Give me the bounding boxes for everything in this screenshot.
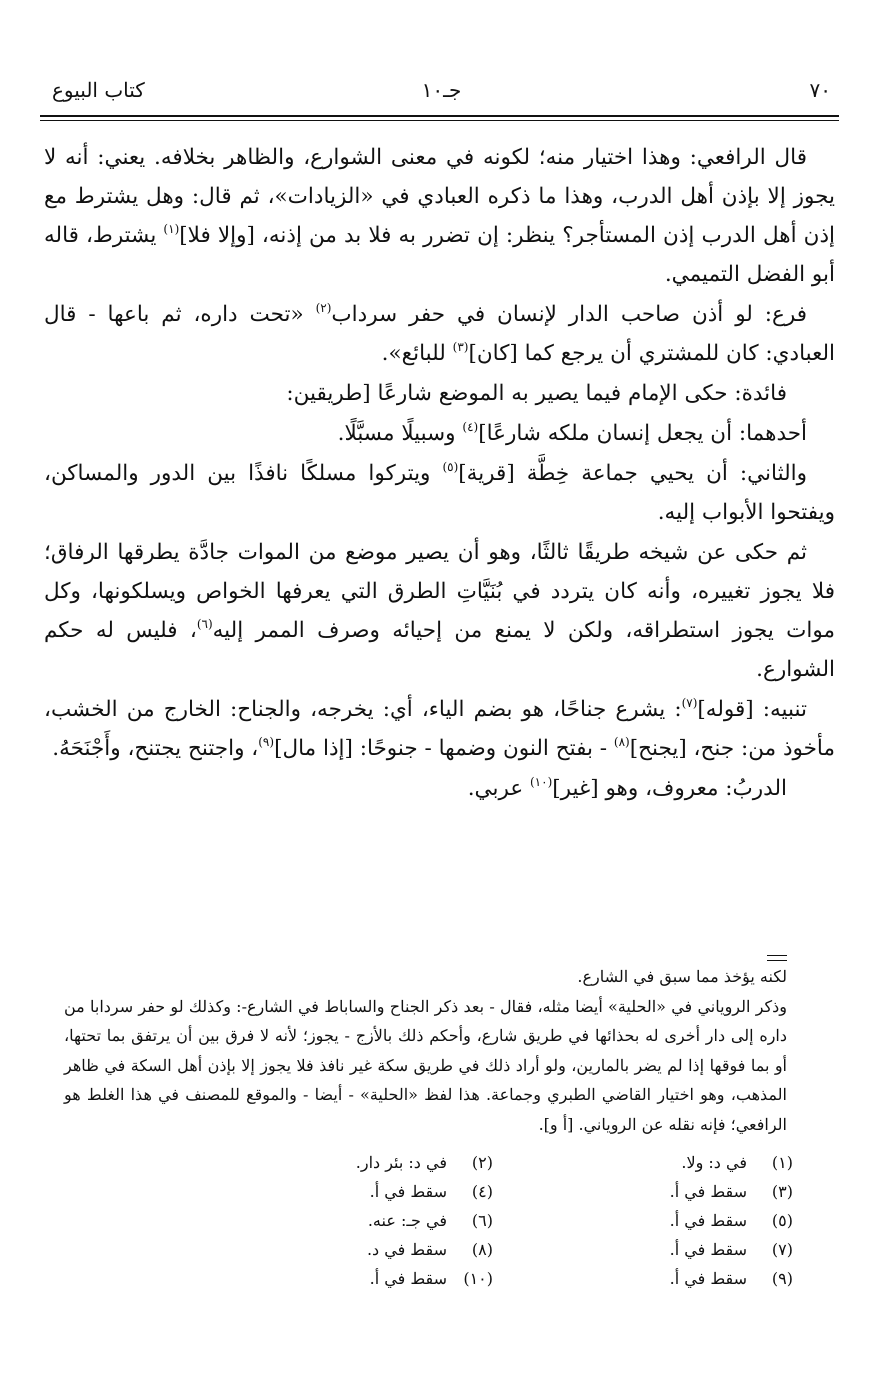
footnote-number: (٣) [771, 1182, 793, 1201]
footnote-item [233, 1177, 493, 1206]
paragraph-text: عربي. [467, 776, 530, 801]
footnote-number: (١٠) [463, 1269, 493, 1288]
paragraph-text: أحدهما: أن يجعل إنسان ملكه شارعًا] [478, 421, 807, 446]
paragraph-text: الدربُ: معروف، وهو [غير] [552, 776, 787, 801]
footnote-text: سقط في أ. [669, 1240, 747, 1259]
footnote-number: (٨) [471, 1240, 493, 1259]
footnote-marker: (٢) [315, 301, 332, 315]
footnote-item [533, 1264, 793, 1293]
footnote-item [233, 1148, 493, 1177]
footnote-number: (٦) [471, 1211, 493, 1230]
footnote-row [233, 1235, 793, 1264]
paragraph-text: تنبيه: [قوله] [697, 697, 807, 722]
paragraph-text: ، فليس له حكم الشوارع. [44, 618, 835, 682]
footnote-text: سقط في أ. [669, 1269, 747, 1288]
paragraph-text: والثاني: أن يحيي جماعة خِطَّة [قرية] [458, 461, 807, 486]
footnote-number: (٧) [771, 1240, 793, 1259]
footnote-marker: (١) [163, 222, 180, 236]
book-title: كتاب البيوع [52, 78, 145, 102]
footnote-continued-paragraph: وذكر الروياني في «الحلية» أيضا مثله، فقال - بعد ذكر الجناح والساباط في الشارع-: وكذلك لو حفر سردابا من داره إلى دار أخرى له بحذائها في طريق شارع، وأحكم ذلك بالأزج - يجوز؛ لأنه لا فرق بين أن يرتفق بما تحتها، أو بما فوقها إذا لم يضر بالمارين، ولو أراد ذلك في طريق سكة غير نافذ فلا يجوز إلا بإذن أهل السكة في ظاهر المذهب، وهو اختيار القاضي الطبري وجماعة. هذا لفظ «الحلية» - أيضا - والموقع للمصنف في هذا الغلط هو الرافعي؛ فإنه نقله عن الروياني. [أ و]. [64, 996, 787, 1134]
paragraph [44, 138, 835, 294]
footnote-marker: (٦) [196, 617, 213, 631]
footnote-row [233, 1148, 793, 1177]
paragraph [44, 533, 835, 689]
footnote-marker: (٣) [452, 340, 469, 354]
footnote-marker: (١٠) [529, 775, 553, 789]
running-header [52, 72, 831, 108]
footnote-number: (١) [771, 1153, 793, 1172]
footnote-item [533, 1235, 793, 1264]
footnote-number: (٩) [771, 1269, 793, 1288]
paragraph-text: : يشرع جناحًا، هو بضم الياء، أي: يخرجه، والجناح: الخارج من الخشب، مأخوذ من: جنح، [يجنح] [44, 697, 835, 761]
paragraph [44, 414, 835, 453]
footnote-row [233, 1206, 793, 1235]
footnote-marker: (٧) [681, 696, 698, 710]
footnote-list [233, 1148, 793, 1293]
paragraph-text: ويتركوا مسلكًا نافذًا بين الدور والمساكن، ويفتحوا الأبواب إليه. [44, 461, 835, 525]
paragraph-text: قال الرافعي: وهذا اختيار منه؛ لكونه في معنى الشوارع، والظاهر بخلافه. يعني: أنه لا يجوز إلا بإذن أهل الدرب، وهذا ما ذكره العبادي في «الزيادات»، ثم قال: وهل يشترط مع إذن أهل الدرب إذن المستأجر؟ ينظر: إن تضرر به فلا بد من إذنه، [وإلا فلا] [44, 145, 835, 248]
footnote-row [233, 1264, 793, 1293]
footnote-text: سقط في د. [366, 1240, 447, 1259]
footnote-marker: (٩) [258, 735, 275, 749]
footnote-item [233, 1206, 493, 1235]
paragraph-text: يشترط، قاله أبو الفضل التميمي. [44, 223, 835, 287]
paragraph-text: وسبيلًا مسبَّلًا. [337, 421, 463, 446]
paragraph-text: «تحت داره، ثم باعها - قال العبادي: كان للمشتري أن يرجع كما [كان] [44, 302, 835, 366]
footnote-text: سقط في أ. [369, 1269, 447, 1288]
footnote-text: في د: بئر دار. [355, 1153, 447, 1172]
footnote-text: في د: ولا. [681, 1153, 747, 1172]
footnote-item [533, 1148, 793, 1177]
footnote-text: سقط في أ. [669, 1211, 747, 1230]
main-text [44, 138, 835, 809]
footnote-marker: (٨) [613, 735, 630, 749]
paragraph-text: ، واجتنح يجتنح، وأَجْنَحَهُ. [52, 736, 259, 761]
paragraph [44, 374, 835, 413]
footnotes-continued [64, 962, 787, 1139]
paragraph [44, 690, 835, 768]
footnote-text: سقط في أ. [369, 1182, 447, 1201]
paragraph [44, 769, 835, 808]
volume-label: جـ١٠ [421, 78, 462, 102]
footnote-separator [767, 955, 787, 956]
footnote-separator-double [767, 960, 787, 961]
footnote-item [533, 1206, 793, 1235]
footnote-item [533, 1177, 793, 1206]
footnote-number: (٥) [771, 1211, 793, 1230]
footnote-marker: (٥) [442, 460, 459, 474]
footnote-item [233, 1264, 493, 1293]
header-rule [40, 115, 839, 117]
paragraph-text: للبائع». [381, 341, 453, 366]
footnote-text: سقط في أ. [669, 1182, 747, 1201]
paragraph [44, 295, 835, 373]
paragraph-text: فرع: لو أذن صاحب الدار لإنسان في حفر سرداب [331, 302, 807, 327]
paragraph [44, 454, 835, 532]
paragraph-text: فائدة: حكى الإمام فيما يصير به الموضع شارعًا [طريقين: [286, 381, 787, 406]
paragraph-text: ثم حكى عن شيخه طريقًا ثالثًا، وهو أن يصير موضع من الموات جادَّة يطرقها الرفاق؛ فلا يجوز تغييره، وأنه كان يتردد في بُنَيَّاتِ الطرق التي يعرفها الخواص ويسلكونها، وكل موات يجوز استطراقه، ولكن لا يمنع من إحيائه وصرف الممر إليه [44, 540, 835, 643]
footnote-marker: (٤) [462, 420, 479, 434]
footnote-number: (٤) [471, 1182, 493, 1201]
footnote-continued-line: لكنه يؤخذ مما سبق في الشارع. [577, 967, 787, 986]
page-number: ٧٠ [809, 78, 831, 102]
header-rule-thin [40, 120, 839, 121]
footnote-text: في جـ: عنه. [367, 1211, 447, 1230]
footnote-item [233, 1235, 493, 1264]
footnote-number: (٢) [471, 1153, 493, 1172]
footnote-row [233, 1177, 793, 1206]
paragraph-text: - بفتح النون وضمها - جنوحًا: [إذا مال] [274, 736, 614, 761]
